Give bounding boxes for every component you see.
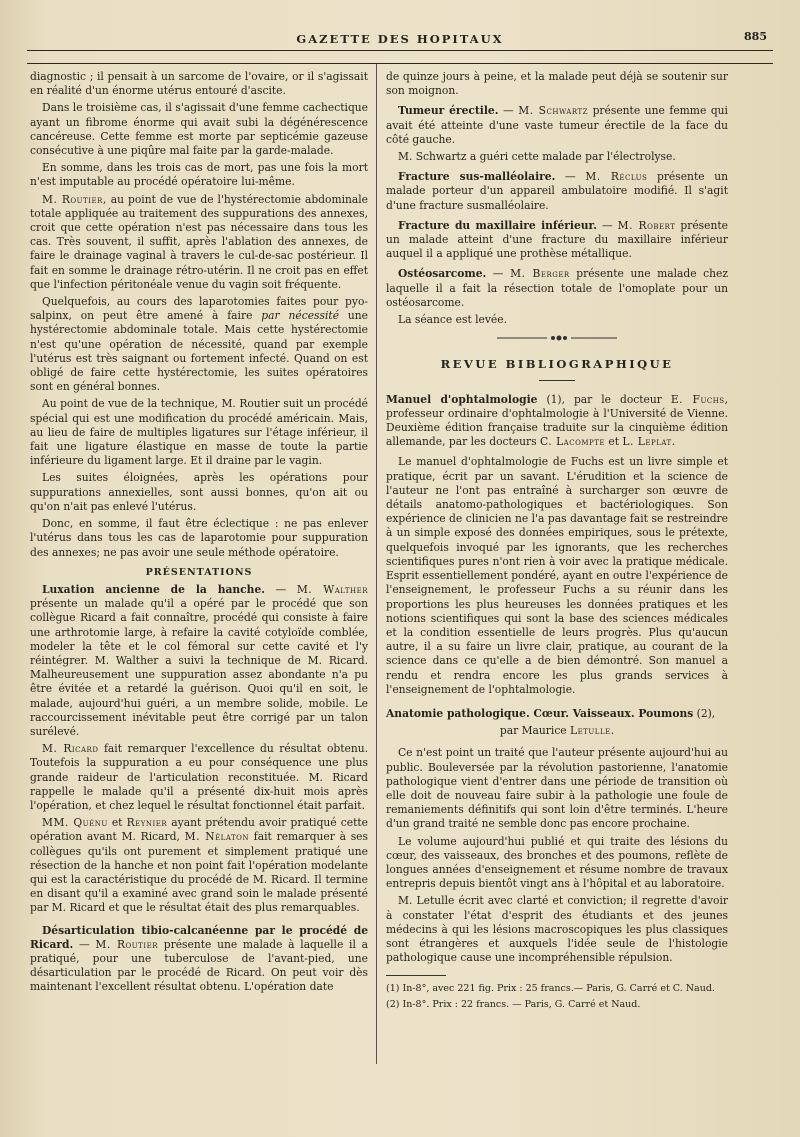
paragraph	[30, 295, 368, 394]
paragraph-text: et	[604, 435, 623, 449]
section-ornament	[386, 333, 728, 347]
paragraph-text: ayant prétendu avoir pratiqué cette opération avant M. Ricard,	[30, 816, 368, 844]
paragraph: Le volume aujourd'hui publié et qui traite des lésions du cœur, des vaisseaux, des bronches et des poumons, reflète de longues années d'enseignement et résume nombre de travaux entrepris depuis bientôt vingt ans à l'hôpital et au laboratoire.	[386, 834, 728, 891]
author-name: L. Leplat	[622, 435, 672, 449]
author-name: M. Berger	[510, 267, 570, 281]
column-divider	[376, 64, 377, 1064]
right-column	[386, 70, 728, 1014]
review-byline	[386, 724, 728, 738]
paragraph: M. Schwartz a guéri cette malade par l'électrolyse.	[398, 150, 676, 164]
author-name: M. Routier	[95, 937, 158, 951]
paragraph	[30, 816, 368, 915]
author-name: M. Nélaton	[184, 830, 250, 844]
paragraph	[30, 193, 368, 292]
journal-title: GAZETTE DES HOPITAUX	[296, 32, 504, 46]
header-rule	[27, 50, 773, 51]
author-name: M. Robert	[617, 218, 676, 232]
author-name: M. Ricard	[42, 742, 99, 756]
paragraph: Le manuel d'ophtalmologie de Fuchs est un livre simple et pratique, écrit par un savant. L'érudition et la science de l'auteur ne l'ont pas entraîné à surcharger son œuvre de détails anatomo-pathologiques et bactériologiques. Son expérience de clinicien ne l'a pas davantage fait se restreindre à un simple exposé des données empiriques, sous le prétexte, quelquefois invoqué par les ignorants, que les recherches scientifiques pures n'ont rien à voir avec la pratique médicale. Esprit essentiellement pondéré, ayant en outre l'expérience de l'enseignement, le professeur Fuchs a su réunir dans les proportions les plus heureuses les données pratiques et les notions scientifiques qui sont la base des sciences médicales et la condition essentielle de leurs progrès. Plus qu'aucun autre, il a su faire un livre clair, pratique, au courant de la science dans ce qu'elle a de bien démontré. Son manuel a rendu et rendra encore les plus grands services à l'enseignement de l'ophtalmologie.	[386, 455, 728, 696]
footnote: (2) In-8°. Prix : 22 francs. — Paris, G. Carré et Naud.	[386, 999, 641, 1011]
paragraph-text: (2),	[693, 706, 716, 720]
author-name: Letulle	[570, 724, 611, 738]
paragraph-text: Quelquefois, au cours des laparotomies faites pour pyo-salpinx, on peut être amené à faire	[30, 295, 368, 323]
author-name: M. Réclus	[585, 170, 648, 184]
footnote: (1) In-8°, avec 221 fig. Prix : 25 francs.— Paris, G. Carré et C. Naud.	[386, 983, 715, 995]
left-column	[30, 70, 368, 998]
paragraph-text: présente un malade atteint d'une fracture du maxillaire inférieur auquel il a appliqué une prothèse métallique.	[386, 218, 728, 261]
section-heading-revue: REVUE BIBLIOGRAPHIQUE	[440, 357, 674, 372]
paragraph: Fracture du maxillaire inférieur. — M. Robert présente un malade atteint d'une fracture du maxillaire inférieur auquel il a appliqué une prothèse métallique.	[386, 218, 728, 261]
paragraph-text: présente un malade porteur d'un appareil ambulatoire modifié. Il s'agit d'une fracture susmalléolaire.	[386, 170, 728, 212]
paragraph-text: .	[610, 724, 615, 738]
author-name: M. Routier,	[42, 192, 107, 206]
paragraph-text: par Maurice	[499, 724, 571, 738]
header-rule-lower	[27, 63, 773, 64]
paragraph-text: fait remarquer à ses collègues qu'ils ont purement et simplement pratiqué une résection de la hanche et non point fait l'opération modelante qui est la caractéristique du procédé de M. Ricard. Il termine en disant qu'il a examiné avec grand soin le malade présenté par M. Ricard et que le résultat était des plus remarquables.	[30, 830, 368, 915]
review-heading	[386, 707, 728, 721]
review-heading	[386, 393, 728, 450]
paragraph: Ostéosarcome. — M. Berger présente une malade chez laquelle il a fait la résection totale de l'omoplate pour un ostéosarcome.	[386, 267, 728, 309]
paragraph: diagnostic ; il pensait à un sarcome de l'ovaire, or il s'agissait en réalité d'un énorme utérus entouré d'ascite.	[30, 70, 368, 98]
paragraph: La séance est levée.	[398, 313, 507, 327]
author-name: E. Fuchs	[670, 392, 725, 406]
item-title: Luxation ancienne de la hanche.	[42, 582, 265, 596]
ornament-rule-icon	[497, 334, 617, 342]
paragraph: de quinze jours à peine, et la malade peut déjà se soutenir sur son moignon.	[386, 70, 728, 98]
paragraph-text: présente une malade à laquelle il a pratiqué, pour une tuberculose de l'avant-pied, une désarticulation par le procédé de Ricard. On peut voir dès maintenant l'excellent résultat obtenu. L'opération date	[30, 937, 368, 994]
paragraph-text: présente une malade chez laquelle il a fait la résection totale de l'omoplate pour un ostéosarcome.	[386, 267, 728, 309]
short-rule	[539, 380, 575, 381]
paragraph-text: une hystérectomie abdominale totale. Mais cette hystérectomie n'est qu'une opération de nécessité, quand par exemple l'utérus est très saignant ou fortement infecté. Quand on est obligé de faire cette hystérectomie, les suites opératoires sont en général bonnes.	[30, 309, 368, 394]
book-title: Manuel d'ophtalmologie	[386, 392, 538, 406]
author-name: M. Walther	[296, 582, 368, 596]
author-name: MM. Quénu	[42, 816, 108, 830]
paragraph: Fracture sus-malléolaire. — M. Réclus présente un malade porteur d'un appareil ambulatoire modifié. Il s'agit d'une fracture susmalléolaire.	[386, 170, 728, 212]
paragraph: Au point de vue de la technique, M. Routier suit un procédé spécial qui est une modification du procédé américain. Mais, au lieu de faire de multiples ligatures sur l'étage inférieur, il fait une ligature élastique en masse de toute la partie inférieure du ligament large. Et il draine par le vagin.	[30, 397, 368, 468]
paragraph: Désarticulation tibio-calcanéenne par le procédé de Ricard. — M. Routier présente une malade à laquelle il a pratiqué, pour une tuberculose de l'avant-pied, une désarticulation par le procédé de Ricard. On peut voir dès maintenant l'excellent résultat obtenu. L'opération date	[30, 923, 368, 994]
paragraph-text: (1), par le docteur	[537, 392, 671, 406]
paragraph-text: .	[671, 435, 676, 449]
paragraph: Luxation ancienne de la hanche. — M. Walther présente un malade qu'il a opéré par le procédé que son collègue Ricard a fait connaître, procédé qui consiste à faire une arthrotomie large, à refaire la cavité cotyloïde comblée, modeler la tête et le col fémoral sur cette cavité et l'y réintégrer. M. Walther a suivi la technique de M. Ricard. Malheureusement une suppuration assez abondante n'a pu être évitée et a retardé la guérison. Quoi qu'il en soit, le malade, aujourd'hui guéri, a un membre solide, mobile. Le raccourcissement inévitable peut être corrigé par un talon surélevé.	[30, 582, 368, 738]
paragraph-text: fait remarquer l'excellence du résultat obtenu. Toutefois la suppuration a eu pour conséquence une plus grande raideur de l'articulation reconstituée. M. Ricard rappelle le malade qu'il a présenté dix-huit mois après l'opération, et chez lequel le résultat fonctionnel était parfait.	[30, 742, 368, 812]
paragraph	[30, 742, 368, 813]
paragraph-text: , professeur ordinaire d'ophtalmologie à l'Université de Vienne. Deuxième édition française traduite sur la cinquième édition allemande, par les docteurs	[386, 392, 728, 449]
page-number: 885	[744, 30, 767, 43]
item-title: Ostéosarcome.	[398, 267, 487, 281]
paragraph-text: et	[107, 816, 127, 830]
paragraph: En somme, dans les trois cas de mort, pas une fois la mort n'est imputable au procédé opératoire lui-même.	[30, 161, 368, 189]
section-heading-presentations: PRÉSENTATIONS	[145, 566, 253, 578]
paragraph-text: au point de vue de l'hystérectomie abdominale totale appliquée au traitement des suppurations des annexes, croit que cette opération n'est pas nécessaire dans tous les cas. Très souvent, il suffit, après l'ablation des annexes, de faire le drainage vaginal à travers le cul-de-sac postérieur. Il fait en somme le drainage rétro-utérin. Il ne croit pas en effet que l'infection péritonéale venue du vagin soit fréquente.	[30, 192, 368, 291]
paragraph: Les suites éloignées, après les opérations pour suppurations annexielles, sont aussi bonnes, qu'on ait ou qu'on n'ait pas enlevé l'utérus.	[30, 471, 368, 513]
item-title: Fracture du maxillaire inférieur.	[398, 218, 597, 232]
author-name: M. Schwartz	[518, 104, 589, 118]
paragraph-text: présente une femme qui avait été atteinte d'une vaste tumeur érectile de la face du côté gauche.	[386, 104, 728, 146]
author-name: C. Lacompte	[539, 435, 605, 449]
running-header	[25, 30, 775, 52]
paragraph: Dans le troisième cas, il s'agissait d'une femme cachectique ayant un fibrome énorme qui avait subi la dégénérescence cancéreuse. Cette femme est morte par septicémie gazeuse consécutive à une piqûre mal faite par la garde-malade.	[30, 101, 368, 158]
emphasis: par nécessité	[261, 309, 340, 323]
paragraph-text: présente un malade qu'il a opéré par le procédé que son collègue Ricard a fait connaître, procédé qui consiste à faire une arthrotomie large, à refaire la cavité cotyloïde comblée, modeler la tête et le col fémoral sur cette cavité et l'y réintégrer. M. Walther a suivi la technique de M. Ricard. Malheureusement une suppuration assez abondante n'a pu être évitée et a retardé la guérison. Quoi qu'il en soit, le malade, aujourd'hui guéri, a un membre solide, mobile. Le raccourcissement inévitable peut être corrigé par un talon surélevé.	[30, 597, 368, 738]
item-title: Tumeur érectile.	[398, 104, 499, 118]
book-title: Anatomie pathologique. Cœur. Vaisseaux. Poumons	[386, 706, 694, 720]
paragraph: M. Letulle écrit avec clarté et conviction; il regrette d'avoir à constater l'état d'esprit des étudiants et des jeunes médecins à qui les lésions macroscopiques les plus classiques sont étrangères et auxquels l'idée seule de l'histologie pathologique cause une incompréhensible répulsion.	[386, 894, 728, 965]
author-name: Reynier	[126, 816, 168, 830]
footnote-rule	[386, 975, 446, 976]
item-title: Fracture sus-malléolaire.	[398, 170, 556, 184]
item-title: Désarticulation tibio-calcanéenne par le procédé de Ricard.	[30, 923, 368, 951]
paragraph: Ce n'est point un traité que l'auteur présente aujourd'hui au public. Bouleversée par la révolution pastorienne, l'anatomie pathologique vient d'entrer dans une période de transition où elle doit de nouveau faire subir à la pathologie une foule de remaniements définitifs qui sont loin d'être terminés. L'heure d'un grand traité ne semble donc pas encore prochaine.	[386, 746, 728, 831]
paragraph: Tumeur érectile. — M. Schwartz présente une femme qui avait été atteinte d'une vaste tumeur érectile de la face du côté gauche.	[386, 104, 728, 146]
paragraph: Donc, en somme, il faut être éclectique : ne pas enlever l'utérus dans tous les cas de laparotomie pour suppuration des annexes; ne pas avoir une seule méthode opératoire.	[30, 517, 368, 559]
